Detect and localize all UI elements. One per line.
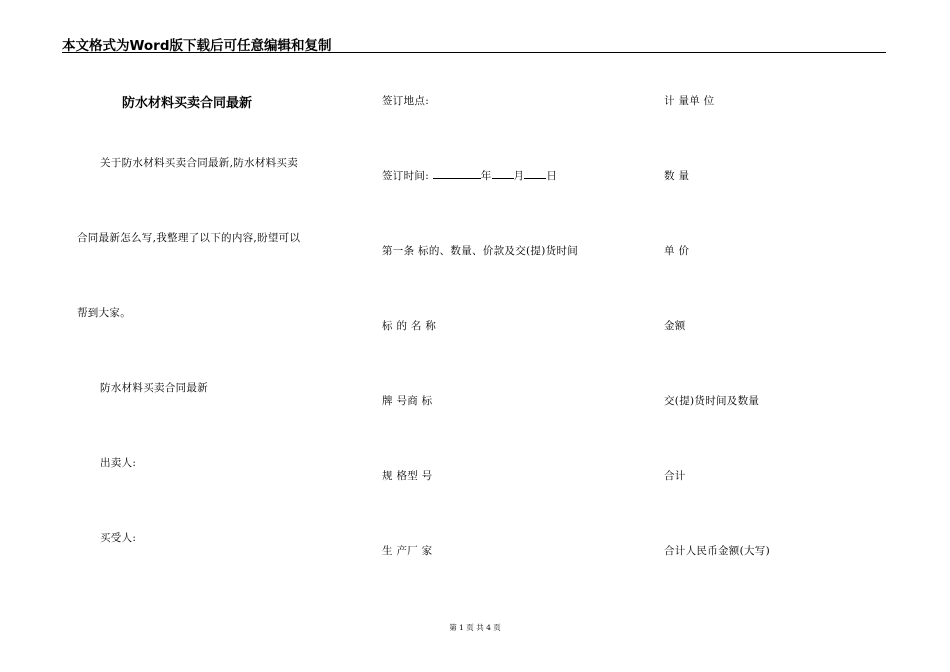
buyer-label: 买受人: bbox=[100, 532, 137, 544]
intro-line-1: 关于防水材料买卖合同最新,防水材料买卖 bbox=[100, 157, 299, 169]
intro-line-2: 合同最新怎么写,我整理了以下的内容,盼望可以 bbox=[77, 232, 301, 244]
article-1-heading: 第一条 标的、数量、价款及交(提)货时间 bbox=[382, 245, 579, 257]
spec-label: 规 格型 号 bbox=[382, 470, 433, 482]
contract-subtitle: 防水材料买卖合同最新 bbox=[100, 382, 208, 394]
total-label: 合计 bbox=[664, 470, 686, 482]
manufacturer-label: 生 产厂 家 bbox=[382, 545, 433, 557]
unit-label: 计 量单 位 bbox=[664, 95, 715, 107]
header-rule bbox=[62, 52, 886, 53]
day-label: 日 bbox=[546, 170, 558, 182]
item-name-label: 标 的 名 称 bbox=[382, 320, 437, 332]
sign-time-label: 签订时间: bbox=[382, 170, 430, 182]
year-blank bbox=[433, 169, 481, 179]
document-title: 防水材料买卖合同最新 bbox=[122, 96, 253, 111]
intro-line-3: 帮到大家。 bbox=[77, 307, 131, 319]
year-label: 年 bbox=[480, 170, 492, 182]
sign-place-label: 签订地点: bbox=[382, 95, 430, 107]
month-label: 月 bbox=[513, 170, 525, 182]
seller-label: 出卖人: bbox=[100, 457, 137, 469]
day-blank bbox=[524, 169, 546, 179]
quantity-label: 数 量 bbox=[664, 170, 690, 182]
document-header: 本文格式为Word版下载后可任意编辑和复制 bbox=[62, 38, 332, 54]
delivery-label: 交(提)货时间及数量 bbox=[664, 395, 760, 407]
page-footer: 第 1 页 共 4 页 bbox=[449, 623, 501, 632]
unit-price-label: 单 价 bbox=[664, 245, 690, 257]
month-blank bbox=[492, 169, 514, 179]
total-rmb-label: 合计人民币金额(大写) bbox=[664, 545, 770, 557]
amount-label: 金额 bbox=[664, 320, 686, 332]
brand-label: 牌 号商 标 bbox=[382, 395, 433, 407]
sign-time-line bbox=[382, 168, 557, 183]
